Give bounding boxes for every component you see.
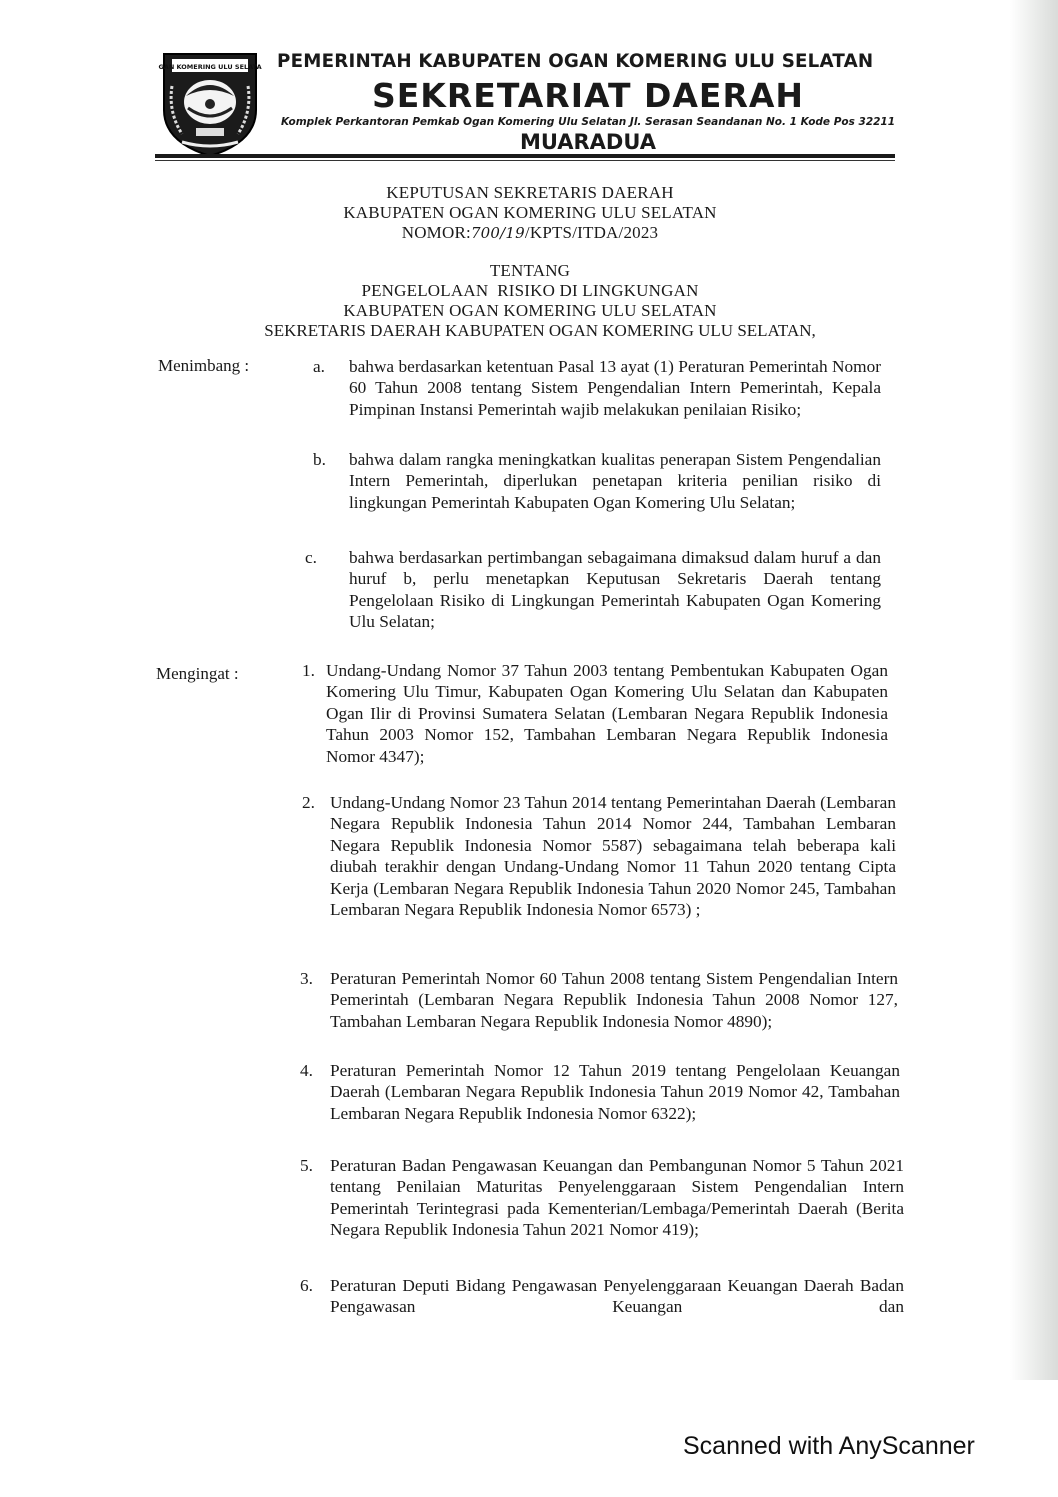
item-marker: 3.	[300, 969, 313, 988]
item-text: bahwa dalam rangka meningkatkan kualitas penerapan Sistem Pengendalian Intern Pemerintah, diperlukan penetapan kriteria penilian risiko di lingkungan Pemerintah Kabupaten Ogan Komering Ulu Selatan;	[349, 450, 881, 512]
letterhead-office-name: SEKRETARIAT DAERAH	[371, 76, 805, 115]
decree-title-line1: KEPUTUSAN SEKRETARIS DAERAH	[386, 183, 674, 202]
decree-subject-line2: KABUPATEN OGAN KOMERING ULU SELATAN	[343, 301, 717, 320]
decree-title-line2: KABUPATEN OGAN KOMERING ULU SELATAN	[343, 203, 717, 222]
decree-number-suffix: /KPTS/ITDA/2023	[524, 223, 659, 242]
logo-text: OGAN KOMERING ULU SELATAN	[158, 63, 262, 71]
decree-number-label: NOMOR:	[401, 223, 471, 242]
item-marker: 6.	[300, 1276, 313, 1295]
tentang-heading: TENTANG	[489, 261, 571, 280]
item-text: Undang-Undang Nomor 23 Tahun 2014 tentang Pemerintahan Daerah (Lembaran Negara Republik Indonesia Tahun 2014 Nomor 244, Tambahan Lembaran Negara Republik Indonesia Nomor 5587) sebagaimana telah beberapa kali diubah terakhir dengan Undang-Undang Nomor 11 Tahun 2020 tentang Cipta Kerja (Lembaran Negara Republik Indonesia Tahun 2020 Nomor 245, Tambahan Lembaran Negara Republik Indonesia Nomor 6573) ;	[330, 793, 896, 920]
item-marker: a.	[313, 357, 325, 376]
letterhead	[150, 40, 910, 170]
item-text: Peraturan Pemerintah Nomor 60 Tahun 2008 tentang Sistem Pengendalian Intern Pemerintah (Lembaran Negara Republik Indonesia Tahun 2008 Nomor 127, Tambahan Lembaran Negara Republik Indonesia Nomor 4890);	[330, 969, 898, 1031]
decree-title-block	[150, 183, 910, 321]
letterhead-government-name: PEMERINTAH KABUPATEN OGAN KOMERING ULU SELATAN	[277, 50, 874, 72]
letterhead-divider-thin	[155, 160, 895, 161]
regency-emblem-logo	[158, 50, 262, 160]
item-marker: 5.	[300, 1156, 313, 1175]
item-marker: c.	[305, 548, 317, 567]
issuing-authority: SEKRETARIS DAERAH KABUPATEN OGAN KOMERING ULU SELATAN,	[264, 321, 816, 340]
item-text: bahwa berdasarkan pertimbangan sebagaimana dimaksud dalam huruf a dan huruf b, perlu menetapkan Keputusan Sekretaris Daerah tentang Pengelolaan Risiko di Lingkungan Pemerintah Kabupaten Ogan Komering Ulu Selatan;	[349, 548, 881, 632]
scan-edge-shadow	[1010, 0, 1058, 1380]
letterhead-city: MUARADUA	[519, 130, 657, 154]
menimbang-label: Menimbang :	[158, 356, 250, 375]
item-marker: 2.	[302, 793, 315, 812]
item-text: bahwa berdasarkan ketentuan Pasal 13 ayat (1) Peraturan Pemerintah Nomor 60 Tahun 2008 tentang Sistem Pengendalian Intern Pemerintah, Kepala Pimpinan Instansi Pemerintah wajib melakukan penilaian Risiko;	[349, 357, 881, 419]
item-marker: b.	[313, 450, 326, 469]
item-text: Undang-Undang Nomor 37 Tahun 2003 tentang Pembentukan Kabupaten Ogan Komering Ulu Timur, Kabupaten Ogan Komering Ulu Selatan dan Kabupaten Ogan Ilir di Provinsi Sumatera Selatan (Lembaran Negara Republik Indonesia Tahun 2003 Nomor 152, Tambahan Lembaran Negara Republik Indonesia Nomor 4347);	[326, 661, 888, 766]
decree-number-handwritten: 700/19	[470, 224, 525, 242]
letterhead-address: Komplek Perkantoran Pemkab Ogan Komering Ulu Selatan Jl. Serasan Seandanan No. 1 Kode Pos 32211	[280, 116, 896, 128]
item-text: Peraturan Pemerintah Nomor 12 Tahun 2019 tentang Pengelolaan Keuangan Daerah (Lembaran Negara Republik Indonesia Tahun 2019 Nomor 42, Tambahan Lembaran Negara Republik Indonesia Nomor 6322);	[330, 1061, 900, 1123]
item-marker: 1.	[302, 661, 315, 680]
item-text: Peraturan Deputi Bidang Pengawasan Penyelenggaraan Keuangan Daerah Badan Pengawasan Keuangan dan	[330, 1276, 904, 1317]
decree-number	[150, 223, 910, 243]
letterhead-divider-thick	[155, 154, 895, 158]
scanner-watermark: Scanned with AnyScanner	[683, 1432, 975, 1460]
decree-subject-line1: PENGELOLAAN RISIKO DI LINGKUNGAN	[361, 281, 699, 300]
mengingat-label: Mengingat :	[156, 664, 239, 683]
item-text: Peraturan Badan Pengawasan Keuangan dan Pembangunan Nomor 5 Tahun 2021 tentang Penilaian Maturitas Penyelenggaraan Sistem Pengendalian Intern Pemerintah Terintegrasi pada Kementerian/Lembaga/Pemerintah Daerah (Berita Negara Republik Indonesia Tahun 2021 Nomor 419);	[330, 1156, 904, 1240]
item-marker: 4.	[300, 1061, 313, 1080]
